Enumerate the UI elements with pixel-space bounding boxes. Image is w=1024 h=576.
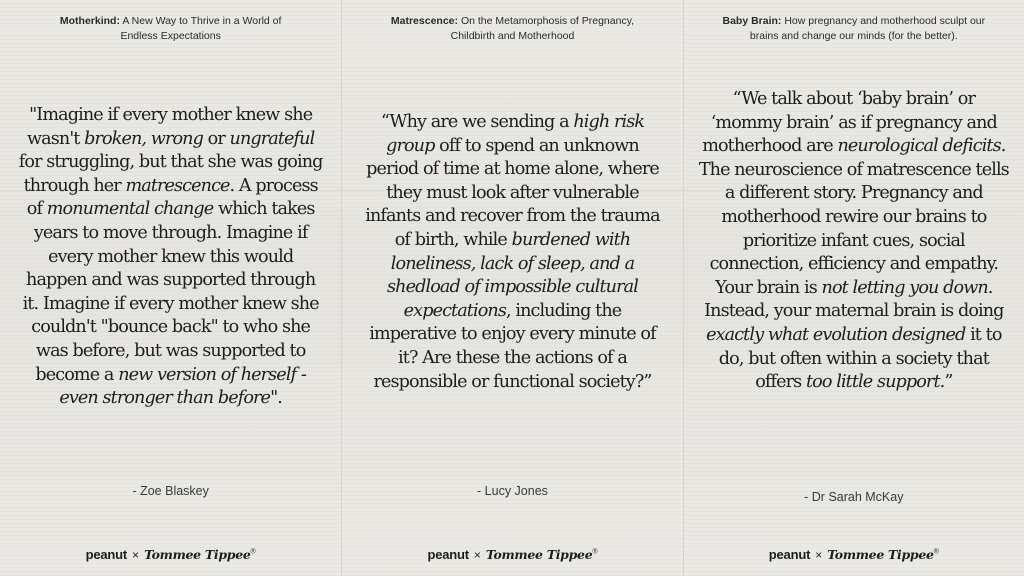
quote-emphasis: high risk group: [386, 112, 645, 156]
brand-lockup: [0, 547, 341, 562]
quote-segment: . The neuroscience of matrescence tells a different story. Pregnancy and motherhood rewire our brains to prioritize infant cues, social connection, efficiency and empathy. Your brain is: [698, 136, 1009, 298]
panel-baby-brain: [683, 0, 1024, 576]
quote-segment: .”: [939, 372, 953, 393]
quote-author: - Zoe Blaskey: [132, 484, 209, 498]
quote-segment: off to spend an unknown period of time at home alone, where they must look after vulnerable infants and recover from the trauma of birth, while: [365, 135, 660, 250]
brand-lockup: [684, 547, 1024, 562]
trademark-mark: ®: [592, 548, 598, 556]
quote-segment: “We talk about ‘baby brain’ or ‘mommy brain’ as if pregnancy and motherhood are: [702, 89, 997, 157]
quote-segment: “Why are we sending a: [380, 112, 574, 132]
quote-segment: "Imagine if every mother knew she wasn't: [27, 105, 313, 149]
times-sign: ×: [815, 548, 823, 562]
quote-emphasis: not letting you down: [821, 277, 988, 298]
peanut-logo: peanut: [85, 547, 128, 562]
quote-segment: it to do, but often within a society that offers: [718, 324, 1002, 393]
tommee-tippee-logo: Tommee Tippee: [144, 547, 251, 562]
quote-segment: which takes years to move through. Imagine if every mother knew this would happen and was supported through it. Imagine if every mother knew she couldn't "bounce back" to who she was before, but was supported to become a: [22, 199, 319, 385]
quote-emphasis: neurological deficits: [837, 136, 1001, 157]
trademark-mark: ®: [933, 548, 939, 556]
book-header: [352, 14, 672, 48]
paper-fold-line: [684, 190, 1024, 191]
paper-fold-line: [0, 190, 341, 191]
book-subtitle: A New Way to Thrive in a World of Endless Expectations: [120, 15, 282, 42]
quote-text: [694, 88, 1014, 395]
book-title: Motherkind:: [59, 15, 120, 27]
trademark-mark: ®: [250, 548, 256, 556]
brand-lockup: [342, 547, 682, 562]
quote-text: [352, 111, 672, 394]
quote-emphasis: exactly what evolution designed: [706, 324, 966, 345]
quote-emphasis: new version of herself - even stronger than before: [59, 364, 306, 409]
quote-segment: for struggling, but that she was going through her: [18, 152, 323, 196]
quote-segment: or: [202, 128, 230, 149]
quote-emphasis: broken, wrong: [84, 128, 203, 149]
quote-emphasis: too little support: [805, 372, 940, 393]
peanut-logo: peanut: [427, 547, 469, 562]
quote-emphasis: matrescence: [125, 175, 230, 196]
quote-text: [10, 104, 331, 411]
book-title: Baby Brain:: [722, 15, 782, 27]
quote-segment: . A process of: [26, 175, 318, 220]
quote-emphasis: ungrateful: [229, 128, 315, 149]
quote-segment: . Instead, your maternal brain is doing: [704, 277, 1004, 322]
times-sign: ×: [473, 548, 481, 562]
panel-matrescence: [341, 0, 682, 576]
tommee-tippee-logo: Tommee Tippee: [485, 547, 593, 562]
times-sign: ×: [132, 548, 140, 562]
book-header: [694, 14, 1014, 48]
tommee-tippee-logo: Tommee Tippee: [827, 547, 934, 562]
quote-emphasis: monumental change: [46, 199, 214, 220]
panel-motherkind: [0, 0, 341, 576]
paper-fold-line: [342, 190, 682, 191]
book-subtitle: How pregnancy and motherhood sculpt our brains and change our minds (for the better).: [749, 15, 986, 42]
peanut-logo: peanut: [768, 547, 811, 562]
book-subtitle: On the Metamorphosis of Pregnancy, Childbirth and Motherhood: [450, 15, 635, 42]
book-title: Matrescence:: [390, 15, 459, 27]
quote-author: - Dr Sarah McKay: [804, 490, 904, 504]
book-header: [10, 14, 331, 48]
quote-segment: , including the imperative to enjoy every minute of it? Are these the actions of a responsible or functional society?”: [369, 300, 656, 392]
quote-segment: ".: [270, 388, 282, 409]
quote-author: - Lucy Jones: [477, 484, 548, 498]
quote-emphasis: burdened with loneliness, lack of sleep, and a shedload of impossible cultural expectations: [387, 229, 638, 321]
